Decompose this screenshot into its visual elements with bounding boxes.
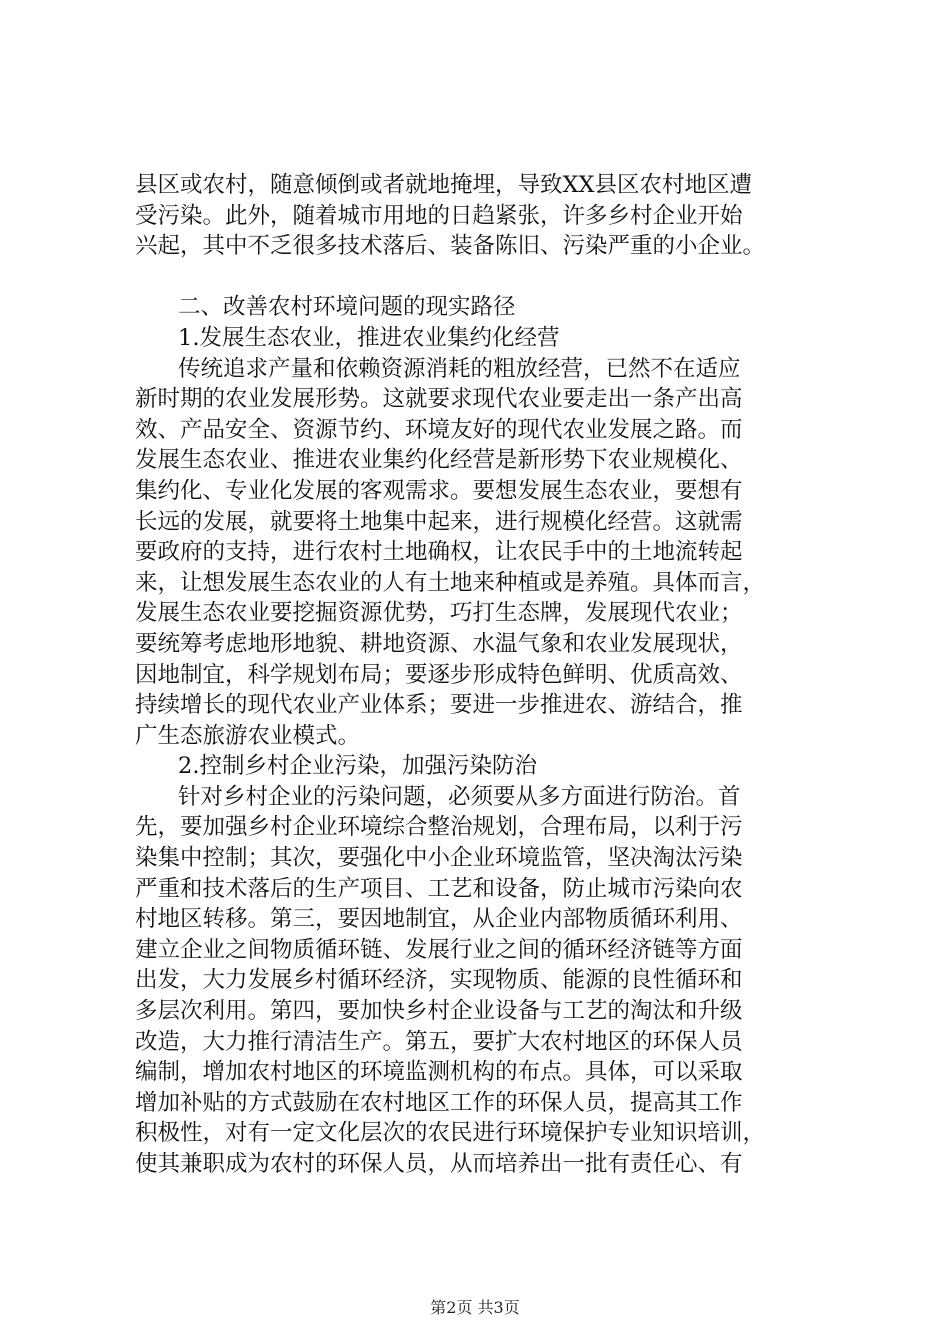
body-line: 县区或农村，随意倾倒或者就地掩埋，导致XX县区农村地区遭 [135,172,753,198]
para2-line: 使其兼职成为农村的环保人员，从而培养出一批有责任心、有 [135,1151,743,1177]
para1-line: 集约化、专业化发展的客观需求。要想发展生态农业，要想有 [135,477,743,504]
para1-line: 效、产品安全、资源节约、环境友好的现代农业发展之路。而 [135,416,743,443]
para1-line: 因地制宜，科学规划布局；要逐步形成特色鲜明、优质高效、 [135,661,743,688]
para1-line: 传统追求产量和依赖资源消耗的粗放经营，已然不在适应 [178,355,741,382]
para1-line: 新时期的农业发展形势。这就要求现代农业要走出一条产出高 [135,386,743,413]
body-line: 兴起，其中不乏很多技术落后、装备陈旧、污染严重的小企业。 [135,233,766,260]
para1-line: 要统筹考虑地形地貌、耕地资源、水温气象和农业发展现状， [135,630,743,657]
para2-line: 增加补贴的方式鼓励在农村地区工作的环保人员，提高其工作 [135,1089,743,1116]
body-line: 受污染。此外，随着城市用地的日趋紧张，许多乡村企业开始 [135,202,743,229]
subheading-2: 2.控制乡村企业污染，加强污染防治 [178,753,537,780]
para2-line: 染集中控制；其次，要强化中小企业环境监管，坚决淘汰污染 [135,845,743,872]
para2-line: 针对乡村企业的污染问题，必须要从多方面进行防治。首 [178,783,741,810]
para2-line: 改造，大力推行清洁生产。第五，要扩大农村地区的环保人员 [135,1028,743,1055]
document-body [135,170,835,1180]
paragraph-gap [135,262,835,293]
para1-line: 发展生态农业要挖掘资源优势，巧打生态牌，发展现代农业； [135,600,743,627]
subheading-1: 1.发展生态农业，推进农业集约化经营 [178,324,560,351]
para2-line: 多层次利用。第四，要加快乡村企业设备与工艺的淘汰和升级 [135,998,743,1025]
para1-line: 长远的发展，就要将土地集中起来，进行规模化经营。这就需 [135,508,743,535]
para1-line: 来，让想发展生态农业的人有土地来种植或是养殖。具体而言， [135,569,766,596]
para2-line: 严重和技术落后的生产项目、工艺和设备，防止城市污染向农 [135,875,743,902]
para2-line: 先，要加强乡村企业环境综合整治规划，合理布局，以利于污 [135,814,743,841]
section-heading: 二、改善农村环境问题的现实路径 [178,294,516,321]
para2-line: 编制，增加农村地区的环境监测机构的布点。具体，可以采取 [135,1059,743,1086]
para1-line: 发展生态农业、推进农业集约化经营是新形势下农业规模化、 [135,447,743,474]
para1-line: 要政府的支持，进行农村土地确权，让农民手中的土地流转起 [135,539,743,566]
page-number-footer: 第2页 共3页 [430,1298,520,1317]
para2-line: 村地区转移。第三，要因地制宜，从企业内部物质循环利用、 [135,906,743,933]
para1-line: 广生态旅游农业模式。 [135,722,361,749]
para2-line: 积极性，对有一定文化层次的农民进行环境保护专业知识培训， [135,1120,766,1147]
para2-line: 建立企业之间物质循环链、发展行业之间的循环经济链等方面 [135,936,743,963]
para2-line: 出发，大力发展乡村循环经济，实现物质、能源的良性循环和 [135,967,743,994]
para1-line: 持续增长的现代农业产业体系；要进一步推进农、游结合，推 [135,692,743,719]
